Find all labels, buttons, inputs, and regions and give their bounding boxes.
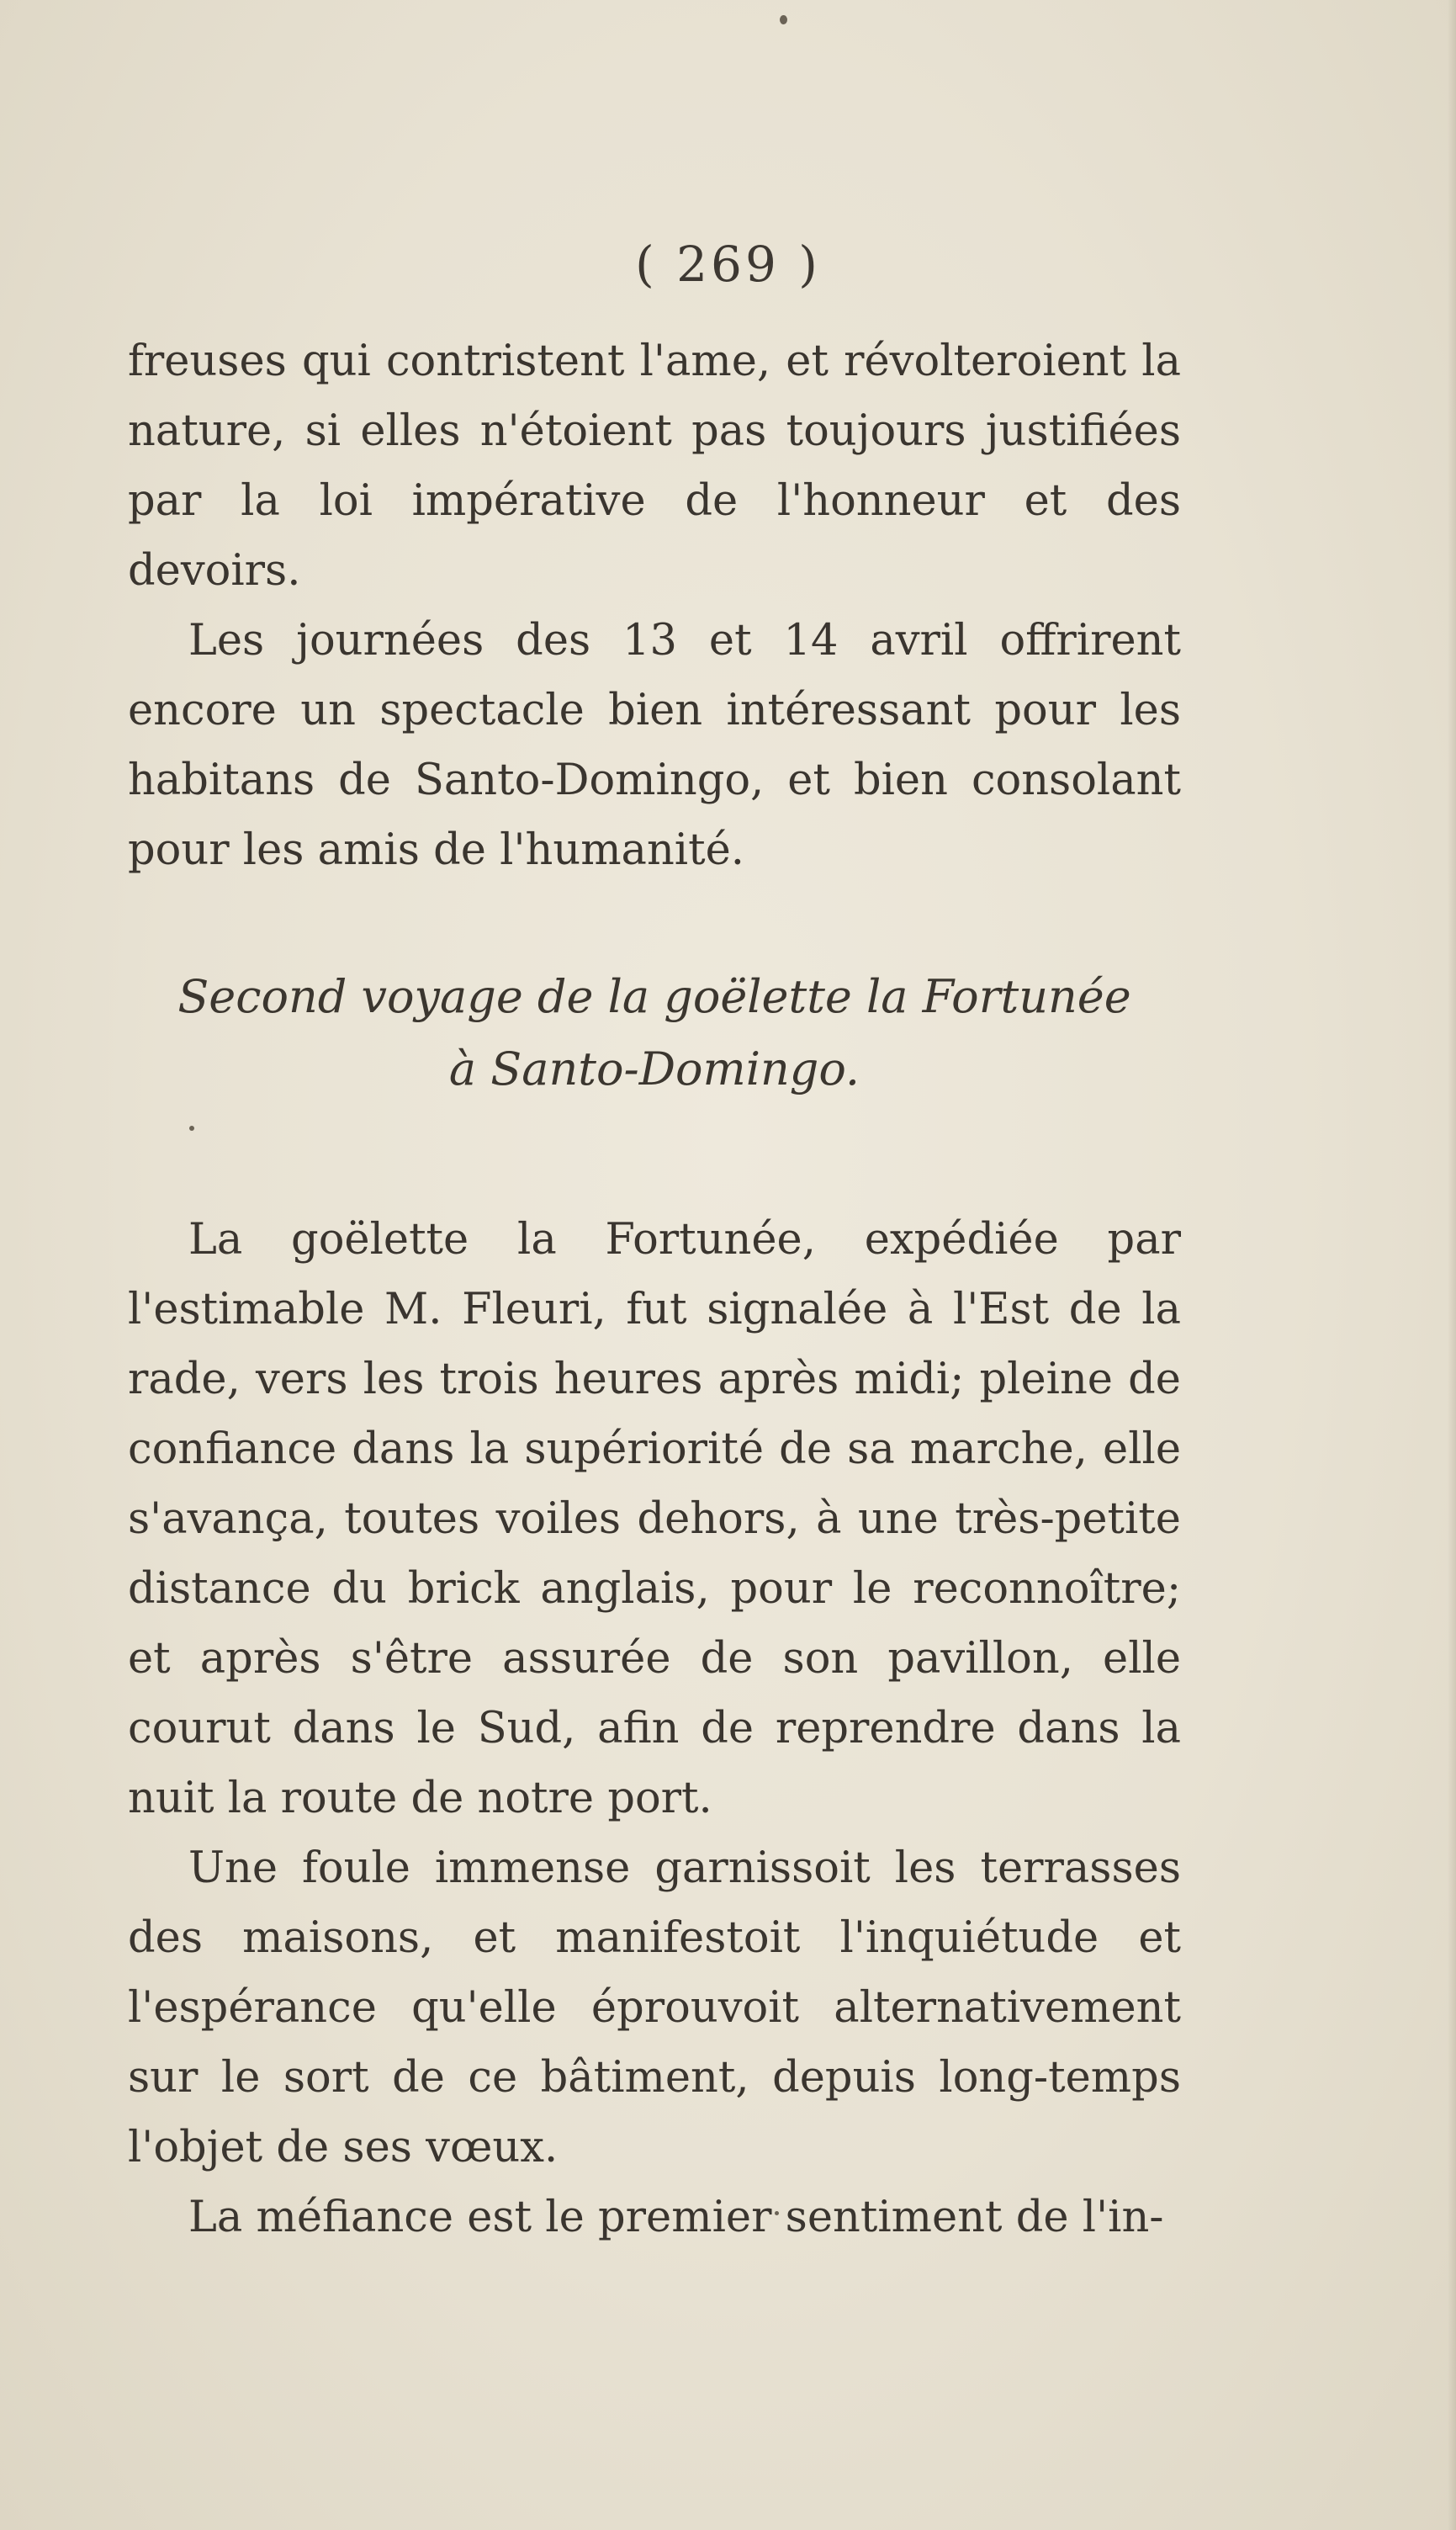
paragraph: Une foule immense garnissoit les terrasses des maisons, et manifestoit l'inquiétude et l'espérance qu'elle éprouvoit alternativement sur le sort de ce bâtiment, depuis long-temps l'objet de ses vœux. bbox=[128, 1843, 1181, 2172]
body-text bbox=[128, 326, 1181, 2252]
page-edge bbox=[1448, 0, 1456, 2530]
paragraph: La goëlette la Fortunée, expédiée par l'estimable M. Fleuri, fut signalée à l'Est de la rade, vers les trois heures après midi; pleine de confiance dans la supériorité de sa marche, elle s'avança, toutes voiles dehors, à une très-petite distance du brick anglais, pour le reconnoître; et après s'être assurée de son pavillon, elle courut dans le Sud, afin de reprendre dans la nuit la route de notre port. bbox=[128, 1215, 1181, 1823]
section-heading-line: à Santo-Domingo. bbox=[448, 1042, 860, 1095]
ink-speck bbox=[780, 15, 787, 24]
paragraph: Les journées des 13 et 14 avril offrirent encore un spectacle bien intéressant pour les habitans de Santo-Domingo, et bien consolant pour les amis de l'humanité. bbox=[128, 616, 1181, 875]
page-number: ( 269 ) bbox=[635, 236, 821, 293]
section-heading bbox=[128, 961, 1181, 1106]
paragraph: freuses qui contristent l'ame, et révolteroient la nature, si elles n'étoient pas toujours justifiées par la loi impérative de l'honneur et des devoirs. bbox=[128, 337, 1181, 596]
paragraph: La méfiance est le premier sentiment de l'in- bbox=[188, 2193, 1164, 2242]
section-heading-line: Second voyage de la goëlette la Fortunée bbox=[177, 970, 1131, 1023]
